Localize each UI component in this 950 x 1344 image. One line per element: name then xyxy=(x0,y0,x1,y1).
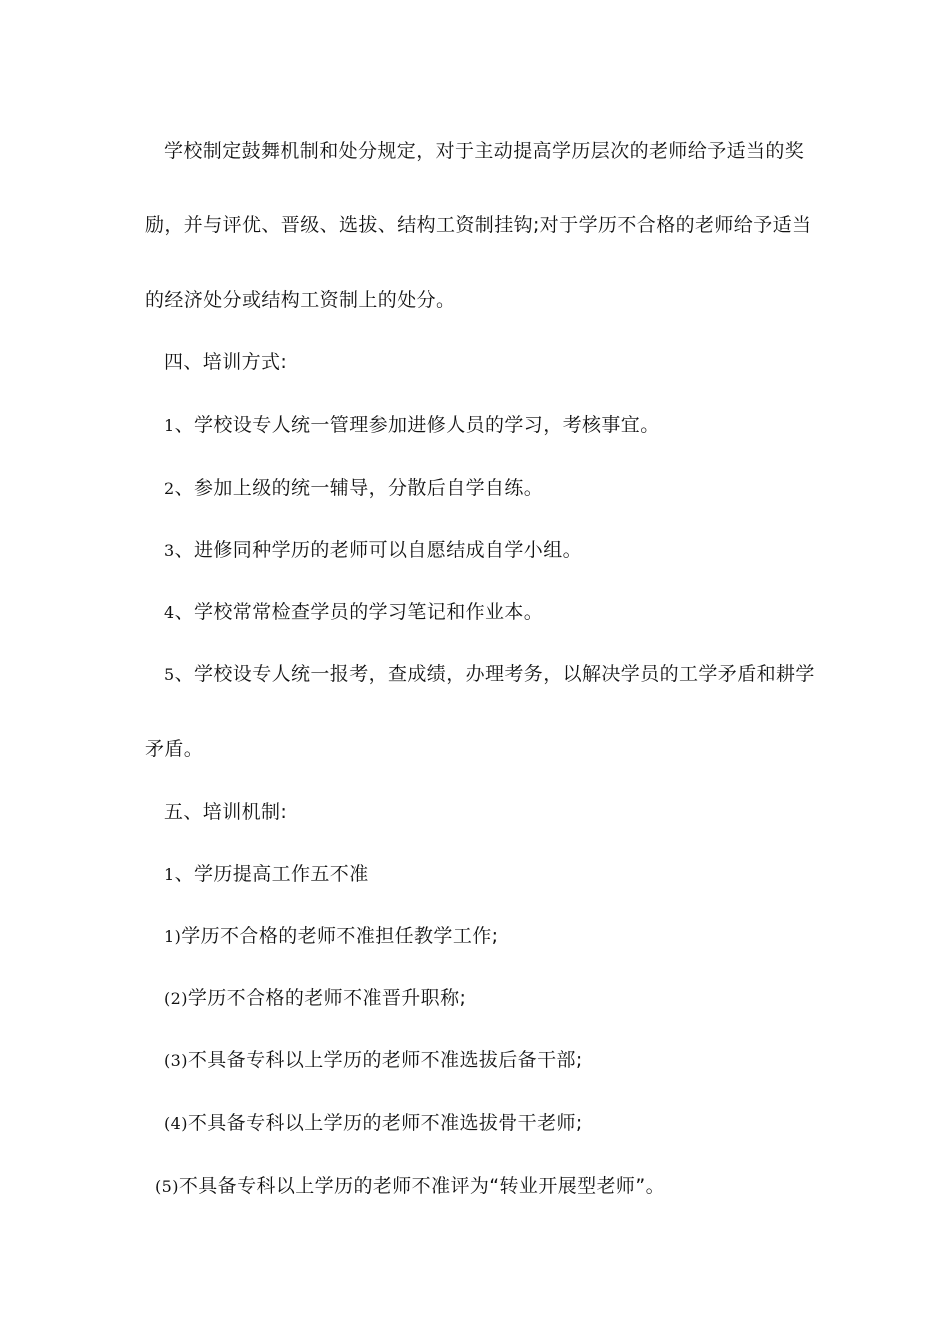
list-item-number: 3 xyxy=(164,541,175,560)
rule-item xyxy=(155,1174,665,1199)
rule-item-text: 不具备专科以上学历的老师不准选拔骨干老师; xyxy=(187,1112,583,1134)
list-item xyxy=(164,600,543,625)
rule-item xyxy=(164,986,466,1011)
list-item xyxy=(164,538,582,563)
paragraph-reward-line-3: 的经济处分或结构工资制上的处分。 xyxy=(145,289,456,311)
list-item xyxy=(164,476,543,501)
rule-item-text: 学历不合格的老师不准晋升职称; xyxy=(187,987,467,1009)
list-item xyxy=(164,413,660,438)
list-item-continuation: 矛盾。 xyxy=(145,738,204,760)
sub-heading-number: 1 xyxy=(164,865,175,884)
rule-item xyxy=(164,1048,583,1073)
rule-item-number: (4) xyxy=(164,1114,188,1133)
rule-item-text: 不具备专科以上学历的老师不准选拔后备干部; xyxy=(187,1049,583,1071)
rule-item-number: (2) xyxy=(164,989,188,1008)
section-heading-training-mechanism: 五、培训机制: xyxy=(164,801,288,823)
sub-heading xyxy=(164,862,369,887)
list-item xyxy=(164,662,815,687)
rule-item-number: (5) xyxy=(155,1177,179,1196)
list-item-number: 1 xyxy=(164,416,175,435)
sub-heading-text: 、学历提高工作五不准 xyxy=(174,863,369,885)
rule-item-number: (3) xyxy=(164,1051,188,1070)
list-item-text: 、参加上级的统一辅导，分散后自学自练。 xyxy=(174,477,544,499)
paragraph-reward-line-2: 励，并与评优、晋级、选拔、结构工资制挂钩;对于学历不合格的老师给予适当 xyxy=(145,214,812,236)
section-heading-training-methods: 四、培训方式: xyxy=(164,351,288,373)
rule-item-number: 1) xyxy=(164,927,182,946)
list-item-number: 5 xyxy=(164,665,175,684)
rule-item xyxy=(164,1111,583,1136)
rule-item xyxy=(164,924,498,949)
rule-item-text: 学历不合格的老师不准担任教学工作; xyxy=(181,925,499,947)
list-item-text: 、进修同种学历的老师可以自愿结成自学小组。 xyxy=(174,539,582,561)
list-item-number: 2 xyxy=(164,479,175,498)
rule-item-text: 不具备专科以上学历的老师不准评为“转业开展型老师”。 xyxy=(178,1175,665,1197)
list-item-text: 、学校设专人统一管理参加进修人员的学习，考核事宜。 xyxy=(174,414,660,436)
paragraph-reward-line-1: 学校制定鼓舞机制和处分规定，对于主动提高学历层次的老师给予适当的奖 xyxy=(164,140,805,162)
list-item-number: 4 xyxy=(164,603,175,622)
list-item-text: 、学校常常检查学员的学习笔记和作业本。 xyxy=(174,601,544,623)
list-item-text: 、学校设专人统一报考，查成绩，办理考务，以解决学员的工学矛盾和耕学 xyxy=(174,663,815,685)
